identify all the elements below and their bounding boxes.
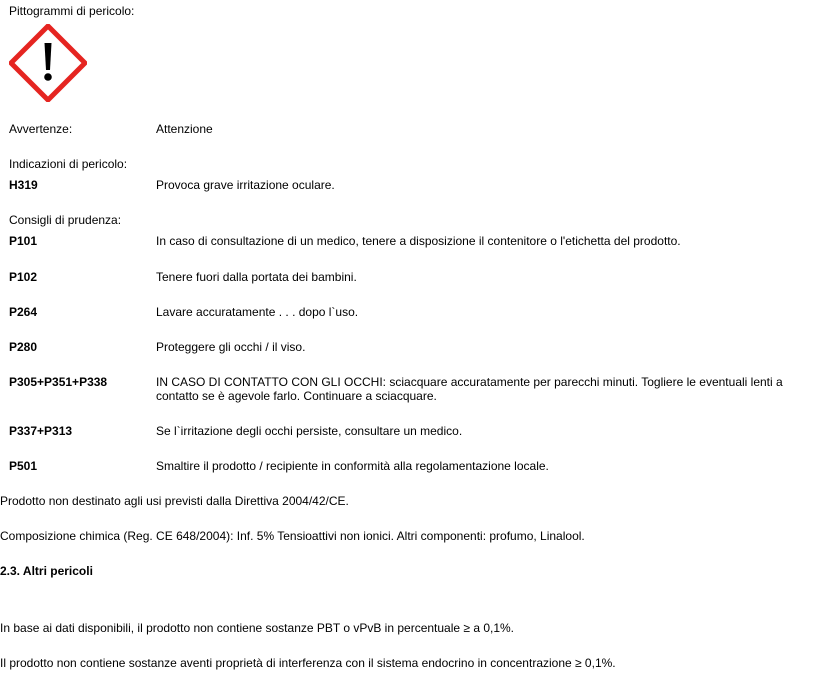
hazard-statements-label: Indicazioni di pericolo: [9, 157, 128, 171]
signal-word-value: Attenzione [156, 122, 213, 136]
precaution-text: Smaltire il prodotto / recipiente in conformità alla regolamentazione locale. [156, 459, 549, 473]
precaution-code: P102 [9, 270, 38, 284]
precaution-code: P305+P351+P338 [9, 375, 108, 389]
precautionary-statements-label: Consigli di prudenza: [9, 213, 122, 227]
section-heading: 2.3. Altri pericoli [0, 564, 93, 578]
signal-word-label: Avvertenze: [9, 122, 73, 136]
precaution-text: Proteggere gli occhi / il viso. [156, 340, 306, 354]
hazard-text: Provoca grave irritazione oculare. [156, 178, 335, 192]
composition-note: Composizione chimica (Reg. CE 648/2004): Inf. 5% Tensioattivi non ionici. Altri componenti: profumo, Linalool. [0, 529, 585, 543]
precaution-text: Lavare accuratamente . . . dopo l`uso. [156, 305, 359, 319]
endocrine-statement: Il prodotto non contiene sostanze aventi proprietà di interferenza con il sistema endocrino in concentrazione ≥ 0,1%. [0, 656, 616, 670]
precaution-text: Tenere fuori dalla portata dei bambini. [156, 270, 357, 284]
precaution-text: In caso di consultazione di un medico, tenere a disposizione il contenitore o l'etichetta del prodotto. [156, 234, 681, 248]
precaution-code: P101 [9, 234, 38, 248]
precaution-code: P501 [9, 459, 38, 473]
precaution-code: P280 [9, 340, 38, 354]
precaution-code: P337+P313 [9, 424, 73, 438]
directive-note: Prodotto non destinato agli usi previsti dalla Direttiva 2004/42/CE. [0, 494, 349, 508]
hazard-code: H319 [9, 178, 38, 192]
exclamation-mark-icon [9, 24, 87, 102]
precaution-text: Se l`irritazione degli occhi persiste, consultare un medico. [156, 424, 463, 438]
pictograms-label: Pittogrammi di pericolo: [9, 4, 135, 18]
pbt-statement: In base ai dati disponibili, il prodotto non contiene sostanze PBT o vPvB in percentuale ≥ a 0,1%. [0, 621, 515, 635]
precaution-text: IN CASO DI CONTATTO CON GLI OCCHI: sciacquare accuratamente per parecchi minuti. Togliere le eventuali lenti a contatto se è agevole farlo. Continuare a sciacquare. [156, 375, 783, 403]
precaution-code: P264 [9, 305, 38, 319]
